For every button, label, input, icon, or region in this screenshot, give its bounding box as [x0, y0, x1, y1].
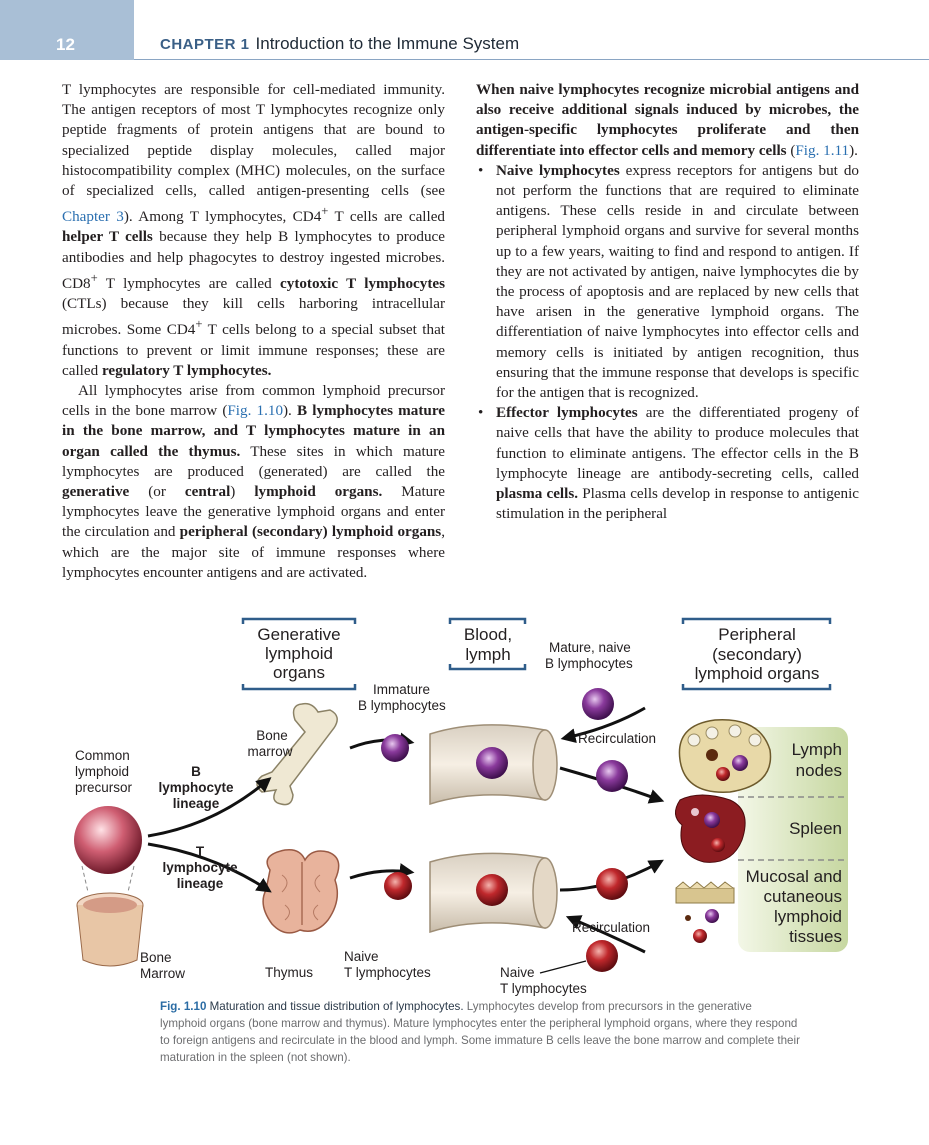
svg-text:lymphoid organs: lymphoid organs — [694, 664, 820, 683]
b-lymphocyte-immature — [381, 734, 409, 762]
svg-text:Blood,: Blood, — [463, 625, 513, 644]
svg-text:lineage: lineage — [172, 796, 220, 811]
svg-text:B lymphocytes: B lymphocytes — [545, 656, 633, 671]
bone-marrow-bottom-label — [140, 950, 185, 981]
t-lymphocyte-in-vessel — [476, 874, 508, 906]
svg-text:tissues: tissues — [789, 927, 842, 946]
svg-text:lymphoid: lymphoid — [773, 907, 842, 926]
svg-text:lymphoid: lymphoid — [75, 764, 130, 779]
b-lymphocyte-mature-naive — [582, 688, 614, 720]
paragraph-lymphocyte-origin: All lymphocytes arise from common lymphoid precursor cells in the bone marrow (Fig. 1.10). B lymphocytes mature in the bone marrow, and T lymphocytes mature in an organ called the thymus. These sites in which mature lymphocytes are produced (generated) are called the generative (or central) lymphoid organs. Mature lymphocytes leave the generative lymphoid organs and enter the circulation and peripheral (secondary) lymphoid organs, which are the major site of immune responses where lymphocytes encounter antigens and are activated. — [62, 381, 445, 581]
spleen-label: Spleen — [789, 819, 842, 838]
lymph-node-illustration — [679, 720, 770, 792]
svg-text:nodes: nodes — [795, 761, 842, 780]
svg-text:marrow: marrow — [247, 744, 293, 759]
svg-text:Naive: Naive — [500, 965, 535, 980]
svg-text:Peripheral: Peripheral — [718, 625, 796, 644]
naive-t-bottom-label — [500, 965, 587, 996]
chapter-3-link[interactable]: Chapter 3 — [62, 208, 124, 226]
t-lymphocyte-naive-bottom — [586, 940, 618, 972]
t-lymphocyte-recirculating — [596, 868, 628, 900]
recirculation-top-label: Recirculation — [578, 731, 657, 746]
svg-text:Common: Common — [75, 748, 130, 763]
svg-text:B: B — [191, 764, 201, 779]
svg-text:Mature, naive: Mature, naive — [549, 640, 631, 655]
naive-t-pointer — [540, 961, 586, 973]
svg-text:lymphocyte: lymphocyte — [158, 780, 234, 795]
svg-text:precursor: precursor — [75, 780, 133, 795]
svg-text:organs: organs — [273, 663, 325, 682]
svg-text:lymphoid: lymphoid — [264, 644, 334, 663]
svg-text:T lymphocytes: T lymphocytes — [344, 965, 431, 980]
svg-text:lineage: lineage — [176, 876, 224, 891]
left-column — [62, 80, 445, 583]
svg-text:cutaneous: cutaneous — [763, 887, 842, 906]
common-precursor-label — [75, 748, 133, 795]
svg-text:Lymph: Lymph — [791, 740, 842, 759]
svg-text:lymph: lymph — [465, 645, 511, 664]
svg-text:Immature: Immature — [373, 682, 431, 697]
figure-1-10 — [0, 600, 929, 1000]
svg-text:Mucosal and: Mucosal and — [745, 867, 842, 886]
chapter-title: Introduction to the Immune System — [255, 34, 520, 53]
caption-text: Lymphocytes develop from precursors in the generative lymphoid organs (bone marrow and thymus). Mature lymphocytes enter the peripheral lymphoid organs, where they respond to foreign antigens and recirculate in the blood and lymph. Some immature B cells leave the bone marrow and complete their maturation in the spleen (not shown). — [160, 1000, 800, 1064]
caption-title: Maturation and tissue distribution of lymphocytes. — [209, 1000, 464, 1013]
paragraph-activation: When naive lymphocytes recognize microbial antigens and also receive additional signals induced by microbes, the antigen-specific lymphocytes proliferate and then differentiate into effector cells and memory cells (Fig. 1.11). — [476, 81, 859, 159]
t-lineage-label — [162, 844, 238, 891]
b-lymphocyte-recirculating — [596, 760, 628, 792]
naive-t-mid-label — [344, 949, 431, 980]
svg-text:(secondary): (secondary) — [712, 645, 802, 664]
mucosa-illustration — [676, 882, 734, 943]
chapter-label: CHAPTER 1 — [160, 36, 250, 53]
peripheral-heading — [695, 625, 820, 683]
svg-text:lymphocyte: lymphocyte — [162, 860, 238, 875]
svg-text:T: T — [195, 844, 205, 859]
svg-text:Marrow: Marrow — [140, 966, 186, 981]
svg-text:Generative: Generative — [257, 625, 341, 644]
svg-text:B lymphocytes: B lymphocytes — [358, 698, 446, 713]
svg-text:Bone: Bone — [140, 950, 172, 965]
page-number: 12 — [56, 35, 75, 54]
bullet-effector-lymphocytes: • Effector lymphocytes are the differentiated progeny of naive cells that have the ability to produce molecules that function to eliminate antigens. The effector cells in the B lymphocyte lineage are antibody-secreting cells, called plasma cells. Plasma cells develop in response to antigenic stimulation in the peripheral — [476, 403, 859, 524]
lymphocyte-bullets — [476, 161, 859, 525]
figure-caption — [160, 998, 800, 1066]
recirculation-bottom-label: Recirculation — [572, 920, 651, 935]
paragraph-t-lymphocytes: T lymphocytes are responsible for cell-mediated immunity. The antigen receptors of most T lymphocytes recognize only peptide fragments of protein antigens that are bound to specialized peptide display molecules, called major histocompatibility complex (MHC) molecules, on the surface of specialized cells, called antigen-presenting cells (see Chapter 3). Among T lymphocytes, CD4+ T cells are called helper T cells because they help B lymphocytes to produce antibodies and help phagocytes to destroy ingested microbes. CD8+ T lymphocytes are called cytotoxic T lymphocytes (CTLs) because they kill cells harboring intracellular microbes. Some CD4+ T cells belong to a special subset that functions to prevent or limit immune responses; these are called regulatory T lymphocytes. — [62, 81, 445, 379]
common-lymphoid-precursor-illustration — [74, 806, 142, 892]
running-header — [160, 34, 519, 54]
spleen-illustration — [675, 795, 745, 862]
b-lymphocyte-in-vessel — [476, 747, 508, 779]
b-lineage-label — [158, 764, 234, 811]
bone-marrow-top-label — [247, 728, 292, 759]
generative-heading — [257, 625, 340, 682]
bone-marrow-cross-section-illustration — [77, 893, 143, 966]
header-rule — [134, 59, 929, 60]
bullet-naive-lymphocytes: • Naive lymphocytes express receptors for antigens but do not perform the functions that are required to eliminate antigens. These cells reside in and circulate between peripheral lymphoid organs and survive for several months up to a few years, waiting to find and respond to antigen. If they are not activated by antigen, naive lymphocytes die by the process of apoptosis and are replaced by new cells that have arisen in the generative lymphoid organs. The differentiation of naive lymphocytes into effector cells and memory cells is initiated by antigen recognition, thus ensuring that the immune response that develops is specific for the antigen that is recognized. — [476, 161, 859, 403]
fig-1-10-link[interactable]: Fig. 1.10 — [227, 402, 284, 420]
immature-b-label — [358, 682, 446, 713]
thymus-illustration — [263, 850, 339, 933]
caption-number: Fig. 1.10 — [160, 1000, 207, 1013]
svg-text:Naive: Naive — [344, 949, 379, 964]
blood-lymph-heading — [464, 625, 512, 664]
right-column — [476, 80, 859, 524]
svg-text:T lymphocytes: T lymphocytes — [500, 981, 587, 996]
fig-1-11-link[interactable]: Fig. 1.11 — [795, 141, 850, 159]
thymus-label: Thymus — [264, 965, 314, 980]
svg-text:Bone: Bone — [256, 728, 288, 743]
figure-diagram — [0, 600, 929, 1000]
t-lymphocyte-naive — [384, 872, 412, 900]
mature-naive-b-label — [545, 640, 633, 671]
